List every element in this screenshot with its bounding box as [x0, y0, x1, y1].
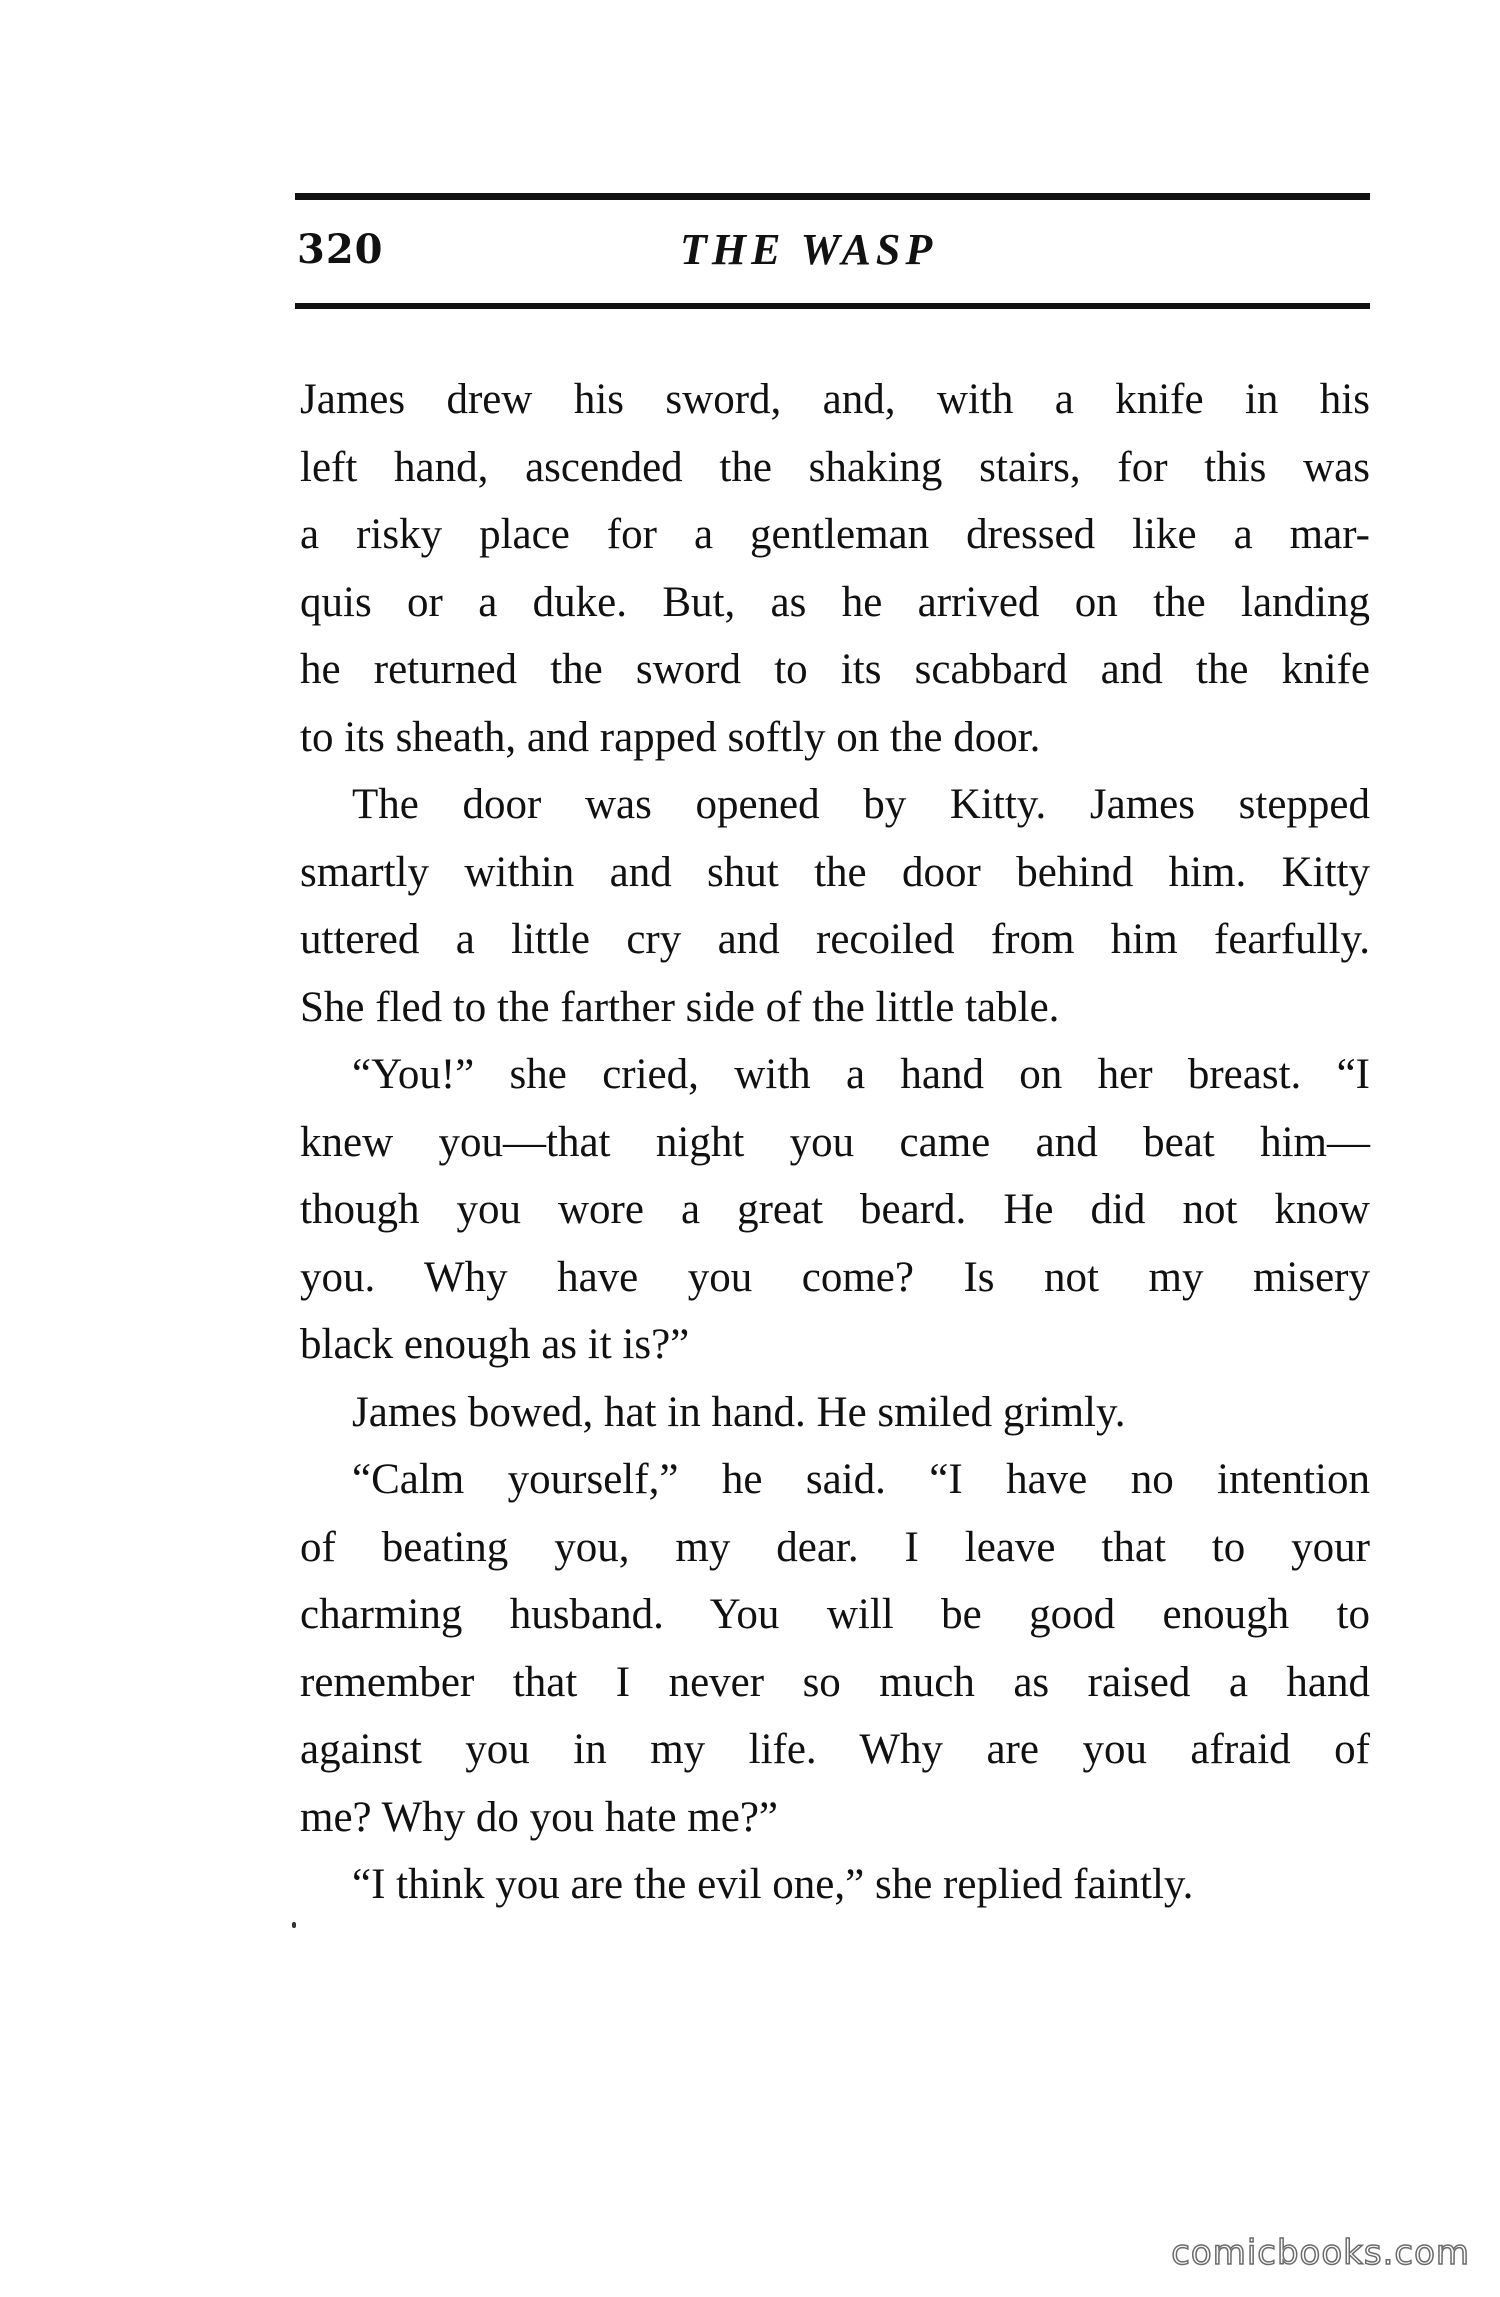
text-line: “Calm yourself,” he said. “I have no intention: [352, 1456, 1370, 1503]
text-line: charming husband. You will be good enough to: [300, 1591, 1370, 1638]
text-line: remember that I never so much as raised a hand: [300, 1658, 1370, 1706]
text-line: James bowed, hat in hand. He smiled grimly.: [352, 1388, 1126, 1436]
header-top-rule: [295, 193, 1370, 200]
paragraph: [300, 366, 1370, 771]
text-line: against you in my life. Why are you afraid of: [300, 1726, 1370, 1773]
body-text: [300, 366, 1370, 1919]
text-line: you. Why have you come? Is not my misery: [300, 1253, 1370, 1301]
running-head: THE WASP: [680, 225, 938, 274]
text-line: to its sheath, and rapped softly on the door.: [300, 713, 1041, 761]
text-line: James drew his sword, and, with a knife in his: [300, 376, 1370, 423]
paragraph: [300, 771, 1370, 1041]
paragraph: [300, 1379, 1370, 1447]
text-line: though you wore a great beard. He did not know: [300, 1186, 1370, 1233]
text-line: “I think you are the evil one,” she replied faintly.: [352, 1861, 1194, 1908]
text-line: of beating you, my dear. I leave that to your: [300, 1523, 1370, 1571]
text-line: uttered a little cry and recoiled from him fearfully.: [300, 916, 1370, 963]
text-line: me? Why do you hate me?”: [300, 1793, 778, 1841]
watermark: comicbooks.com: [1171, 2233, 1470, 2273]
paragraph: [300, 1851, 1370, 1919]
text-line: quis or a duke. But, as he arrived on the landing: [300, 578, 1370, 626]
text-line: She fled to the farther side of the little table.: [300, 983, 1060, 1031]
text-line: smartly within and shut the door behind him. Kitty: [300, 848, 1370, 896]
text-line: he returned the sword to its scabbard and the knife: [300, 646, 1370, 693]
page-number: 320: [297, 226, 384, 273]
text-line: knew you—that night you came and beat him—: [300, 1118, 1370, 1166]
text-line: black enough as it is?”: [300, 1321, 690, 1368]
text-line: a risky place for a gentleman dressed like a mar-: [300, 511, 1370, 558]
text-line: “You!” she cried, with a hand on her breast. “I: [352, 1051, 1370, 1098]
stray-ink-mark: [292, 1922, 296, 1928]
text-line: left hand, ascended the shaking stairs, for this was: [300, 443, 1370, 491]
paragraph: [300, 1041, 1370, 1379]
paragraph: [300, 1446, 1370, 1851]
text-line: The door was opened by Kitty. James stepped: [352, 781, 1370, 828]
header-bottom-rule: [295, 303, 1370, 309]
